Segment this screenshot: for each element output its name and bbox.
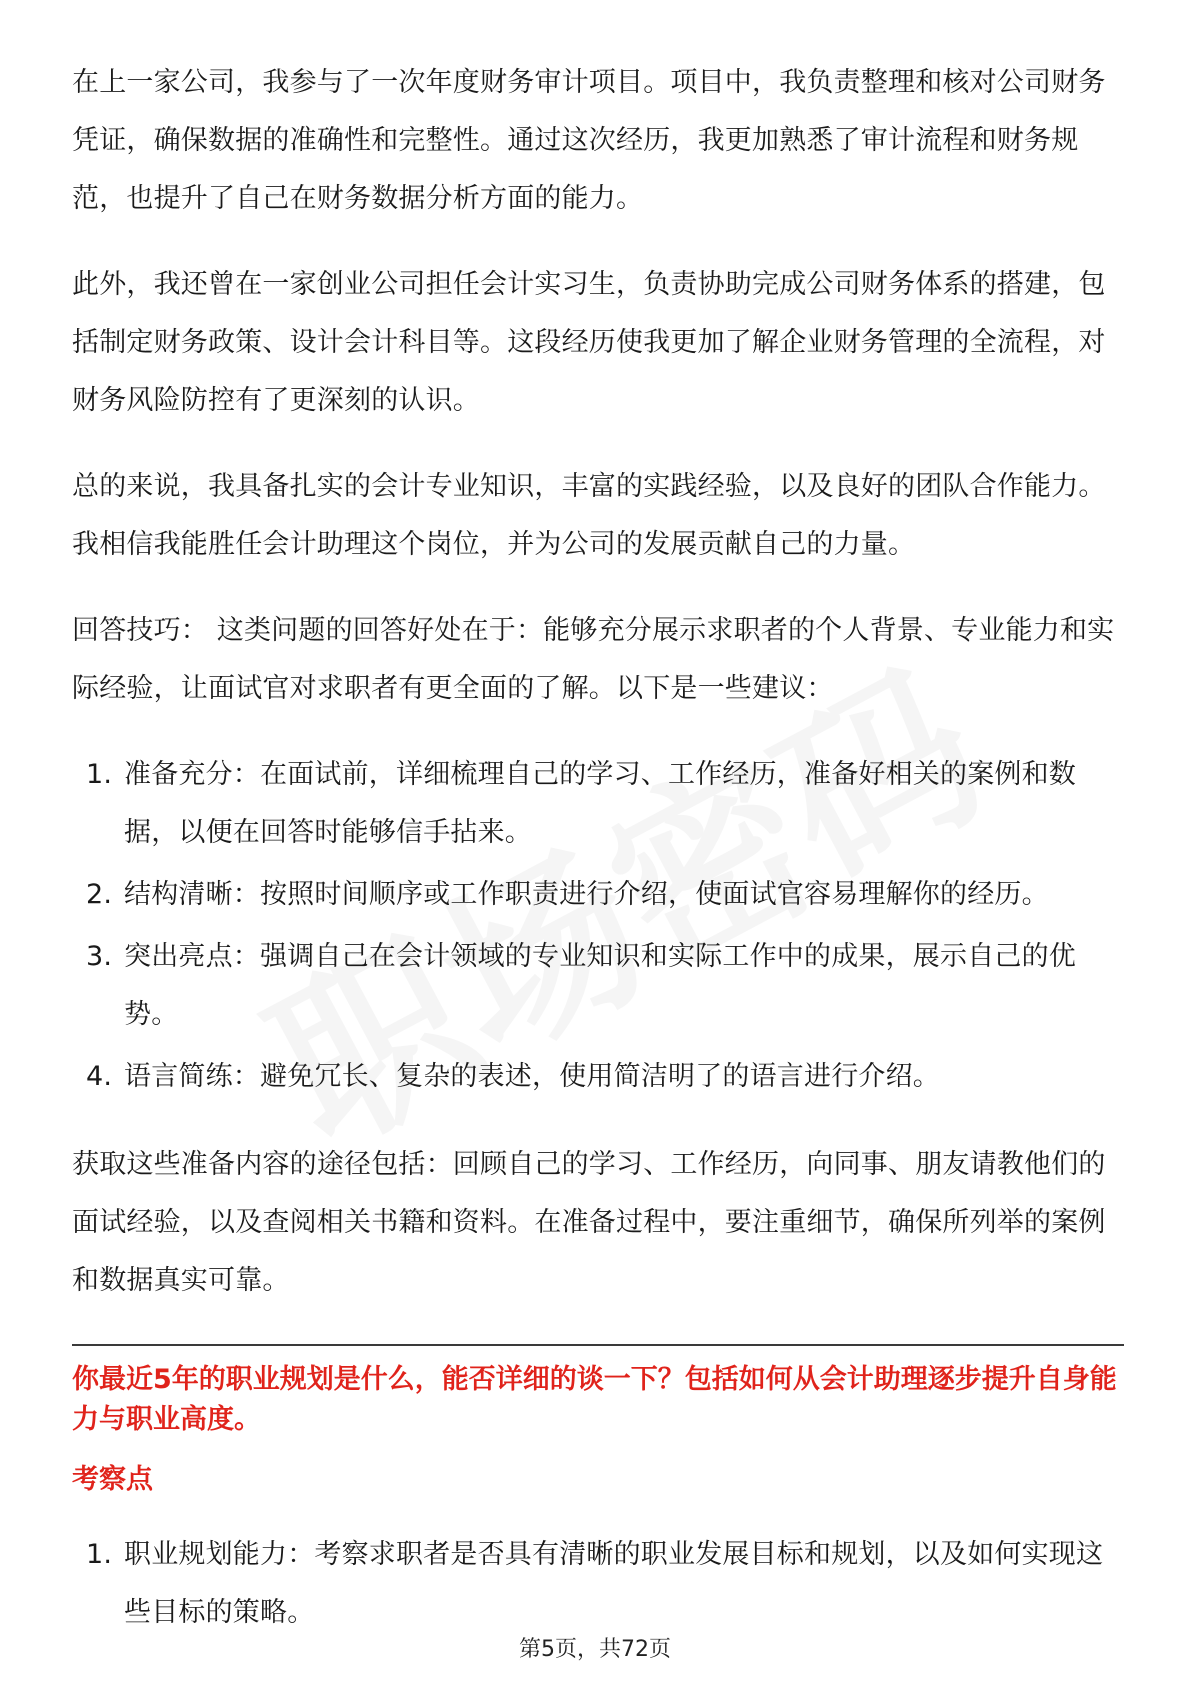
list-item-text: 准备充分：在面试前，详细梳理自己的学习、工作经历，准备好相关的案例和数据，以便在回答时能够信手拈来。 bbox=[124, 759, 1076, 848]
page-footer: 第5页，共72页 bbox=[519, 1637, 671, 1662]
paragraph-startup-internship: 此外，我还曾在一家创业公司担任会计实习生，负责协助完成公司财务体系的搭建，包括制定财务政策、设计会计科目等。这段经历使我更加了解企业财务管理的全流程，对财务风险防控有了更深刻的认识。 bbox=[72, 269, 1106, 416]
paragraph-audit-experience: 在上一家公司，我参与了一次年度财务审计项目。项目中，我负责整理和核对公司财务凭证，确保数据的准确性和完整性。通过这次经历，我更加熟悉了审计流程和财务规范，也提升了自己在财务数据分析方面的能力。 bbox=[72, 67, 1106, 214]
list-item bbox=[72, 1526, 1124, 1642]
list-item-text: 职业规划能力：考察求职者是否具有清晰的职业发展目标和规划，以及如何实现这些目标的策略。 bbox=[124, 1539, 1104, 1628]
list-number: 1. bbox=[86, 1539, 113, 1570]
list-number: 3. bbox=[86, 941, 113, 972]
assessment-points-list bbox=[72, 1526, 1124, 1642]
list-number: 2. bbox=[86, 879, 113, 910]
list-item-text: 语言简练：避免冗长、复杂的表述，使用简洁明了的语言进行介绍。 bbox=[124, 1061, 940, 1092]
section-divider bbox=[72, 1344, 1124, 1346]
list-item bbox=[72, 866, 1124, 924]
paragraph-preparation-sources: 获取这些准备内容的途径包括：回顾自己的学习、工作经历，向同事、朋友请教他们的面试经验，以及查阅相关书籍和资料。在准备过程中，要注重细节，确保所列举的案例和数据真实可靠。 bbox=[72, 1149, 1106, 1296]
page-content bbox=[72, 54, 1124, 1672]
list-item bbox=[72, 928, 1124, 1044]
question-subheading: 考察点 bbox=[72, 1464, 153, 1495]
tips-list bbox=[72, 746, 1124, 1106]
paragraph-answer-tips: 回答技巧： 这类问题的回答好处在于：能够充分展示求职者的个人背景、专业能力和实际经验，让面试官对求职者有更全面的了解。以下是一些建议： bbox=[72, 615, 1115, 704]
list-item bbox=[72, 746, 1124, 862]
paragraph-summary: 总的来说，我具备扎实的会计专业知识，丰富的实践经验，以及良好的团队合作能力。我相信我能胜任会计助理这个岗位，并为公司的发展贡献自己的力量。 bbox=[72, 471, 1106, 560]
question-title: 你最近5年的职业规划是什么，能否详细的谈一下？包括如何从会计助理逐步提升自身能力与职业高度。 bbox=[72, 1364, 1117, 1435]
list-number: 4. bbox=[86, 1061, 113, 1092]
list-number: 1. bbox=[86, 759, 113, 790]
list-item-text: 结构清晰：按照时间顺序或工作职责进行介绍，使面试官容易理解你的经历。 bbox=[124, 879, 1049, 910]
list-item-text: 突出亮点：强调自己在会计领域的专业知识和实际工作中的成果，展示自己的优势。 bbox=[124, 941, 1076, 1030]
list-item bbox=[72, 1048, 1124, 1106]
